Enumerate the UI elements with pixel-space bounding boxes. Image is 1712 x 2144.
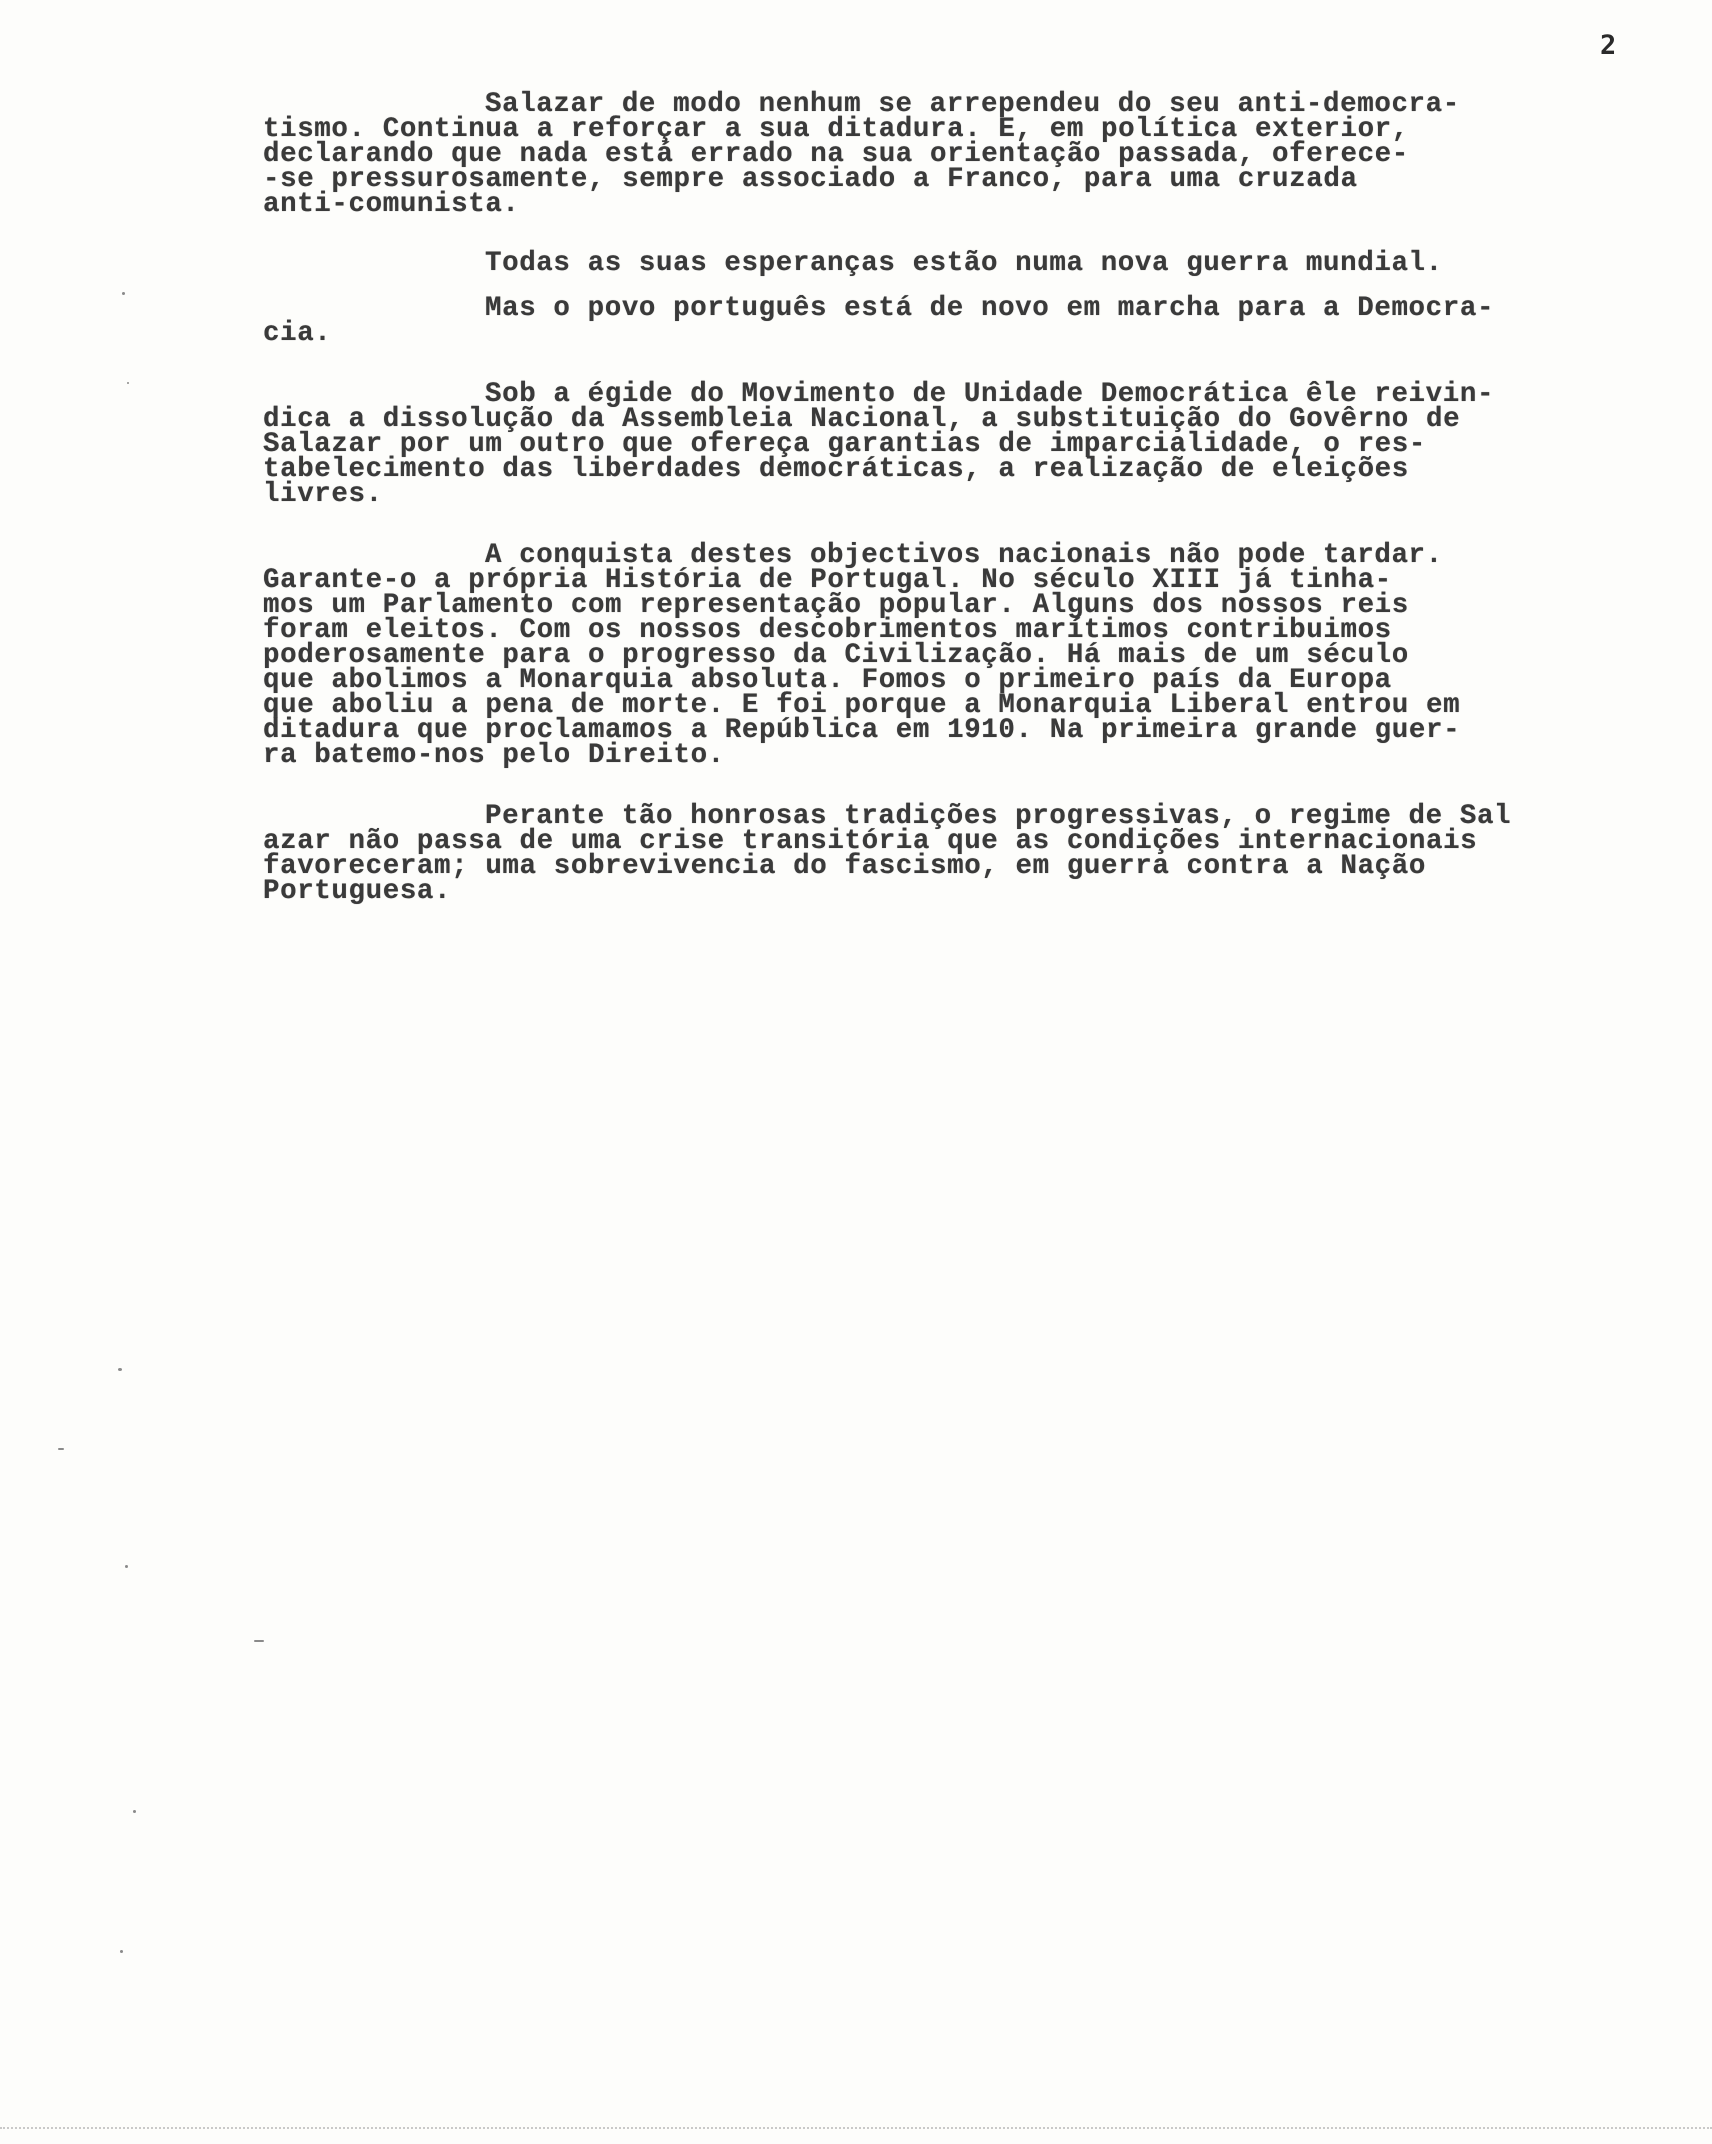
scan-speck: [133, 1810, 136, 1813]
text-line: Sob a égide do Movimento de Unidade Democrática êle reivin-: [485, 379, 1495, 410]
text-line: Garante-o a própria História de Portugal. No século XIII já tinha-: [263, 565, 1392, 596]
text-line: foram eleitos. Com os nossos descobrimentos marítimos contribuimos: [263, 615, 1392, 646]
text-line: -se pressurosamente, sempre associado a Franco, para uma cruzada: [263, 164, 1358, 195]
text-line: anti-comunista.: [263, 189, 520, 220]
scan-speck: [127, 382, 129, 384]
text-line: livres.: [263, 479, 383, 510]
text-line: Portuguesa.: [263, 876, 452, 907]
paragraph-6: [263, 801, 1663, 907]
text-line: Todas as suas esperanças estão numa nova guerra mundial.: [485, 248, 1443, 279]
text-line: azar não passa de uma crise transitória que as condições internacionais: [263, 826, 1478, 857]
text-line: poderosamente para o progresso da Civilização. Há mais de um século: [263, 640, 1409, 671]
scan-edge-line: [0, 2127, 1712, 2129]
scan-speck: [120, 1950, 123, 1953]
text-line: ra batemo-nos pelo Direito.: [263, 740, 725, 771]
scan-speck: [125, 1565, 128, 1568]
text-line: que aboliu a pena de morte. E foi porque a Monarquia Liberal entrou em: [263, 690, 1461, 721]
text-line: mos um Parlamento com representação popular. Alguns dos nossos reis: [263, 590, 1409, 621]
paragraph-4: [263, 379, 1663, 510]
text-line: Perante tão honrosas tradições progressivas, o regime de Sal: [485, 801, 1512, 832]
paragraph-5: [263, 540, 1663, 771]
text-line: favoreceram; uma sobrevivencia do fascismo, em guerra contra a Nação: [263, 851, 1426, 882]
text-line: que abolimos a Monarquia absoluta. Fomos o primeiro país da Europa: [263, 665, 1392, 696]
scan-speck: [118, 1368, 122, 1371]
text-line: cia.: [263, 318, 332, 349]
text-line: declarando que nada está errado na sua orientação passada, oferece-: [263, 139, 1409, 170]
text-line: tabelecimento das liberdades democráticas, a realização de eleições: [263, 454, 1409, 485]
paragraph-1: [263, 89, 1663, 220]
scan-speck: [122, 292, 125, 295]
paragraph-2: [263, 248, 1663, 279]
text-line: ditadura que proclamamos a República em 1910. Na primeira grande guer-: [263, 715, 1461, 746]
paragraph-3: [263, 293, 1663, 349]
text-line: A conquista destes objectivos nacionais não pode tardar.: [485, 540, 1443, 571]
text-line: tismo. Continua a reforçar a sua ditadura. E, em política exterior,: [263, 114, 1409, 145]
text-line: Salazar por um outro que ofereça garantias de imparcialidade, o res-: [263, 429, 1426, 460]
text-line: Mas o povo português está de novo em marcha para a Democra-: [485, 293, 1495, 324]
page-number: 2: [1600, 30, 1617, 61]
text-line: Salazar de modo nenhum se arrependeu do seu anti-democra-: [485, 89, 1460, 120]
text-line: dica a dissolução da Assembleia Nacional, a substituição do Govêrno de: [263, 404, 1461, 435]
scan-speck: [254, 1640, 264, 1642]
document-body: [263, 89, 1663, 924]
scan-speck: [58, 1448, 64, 1450]
